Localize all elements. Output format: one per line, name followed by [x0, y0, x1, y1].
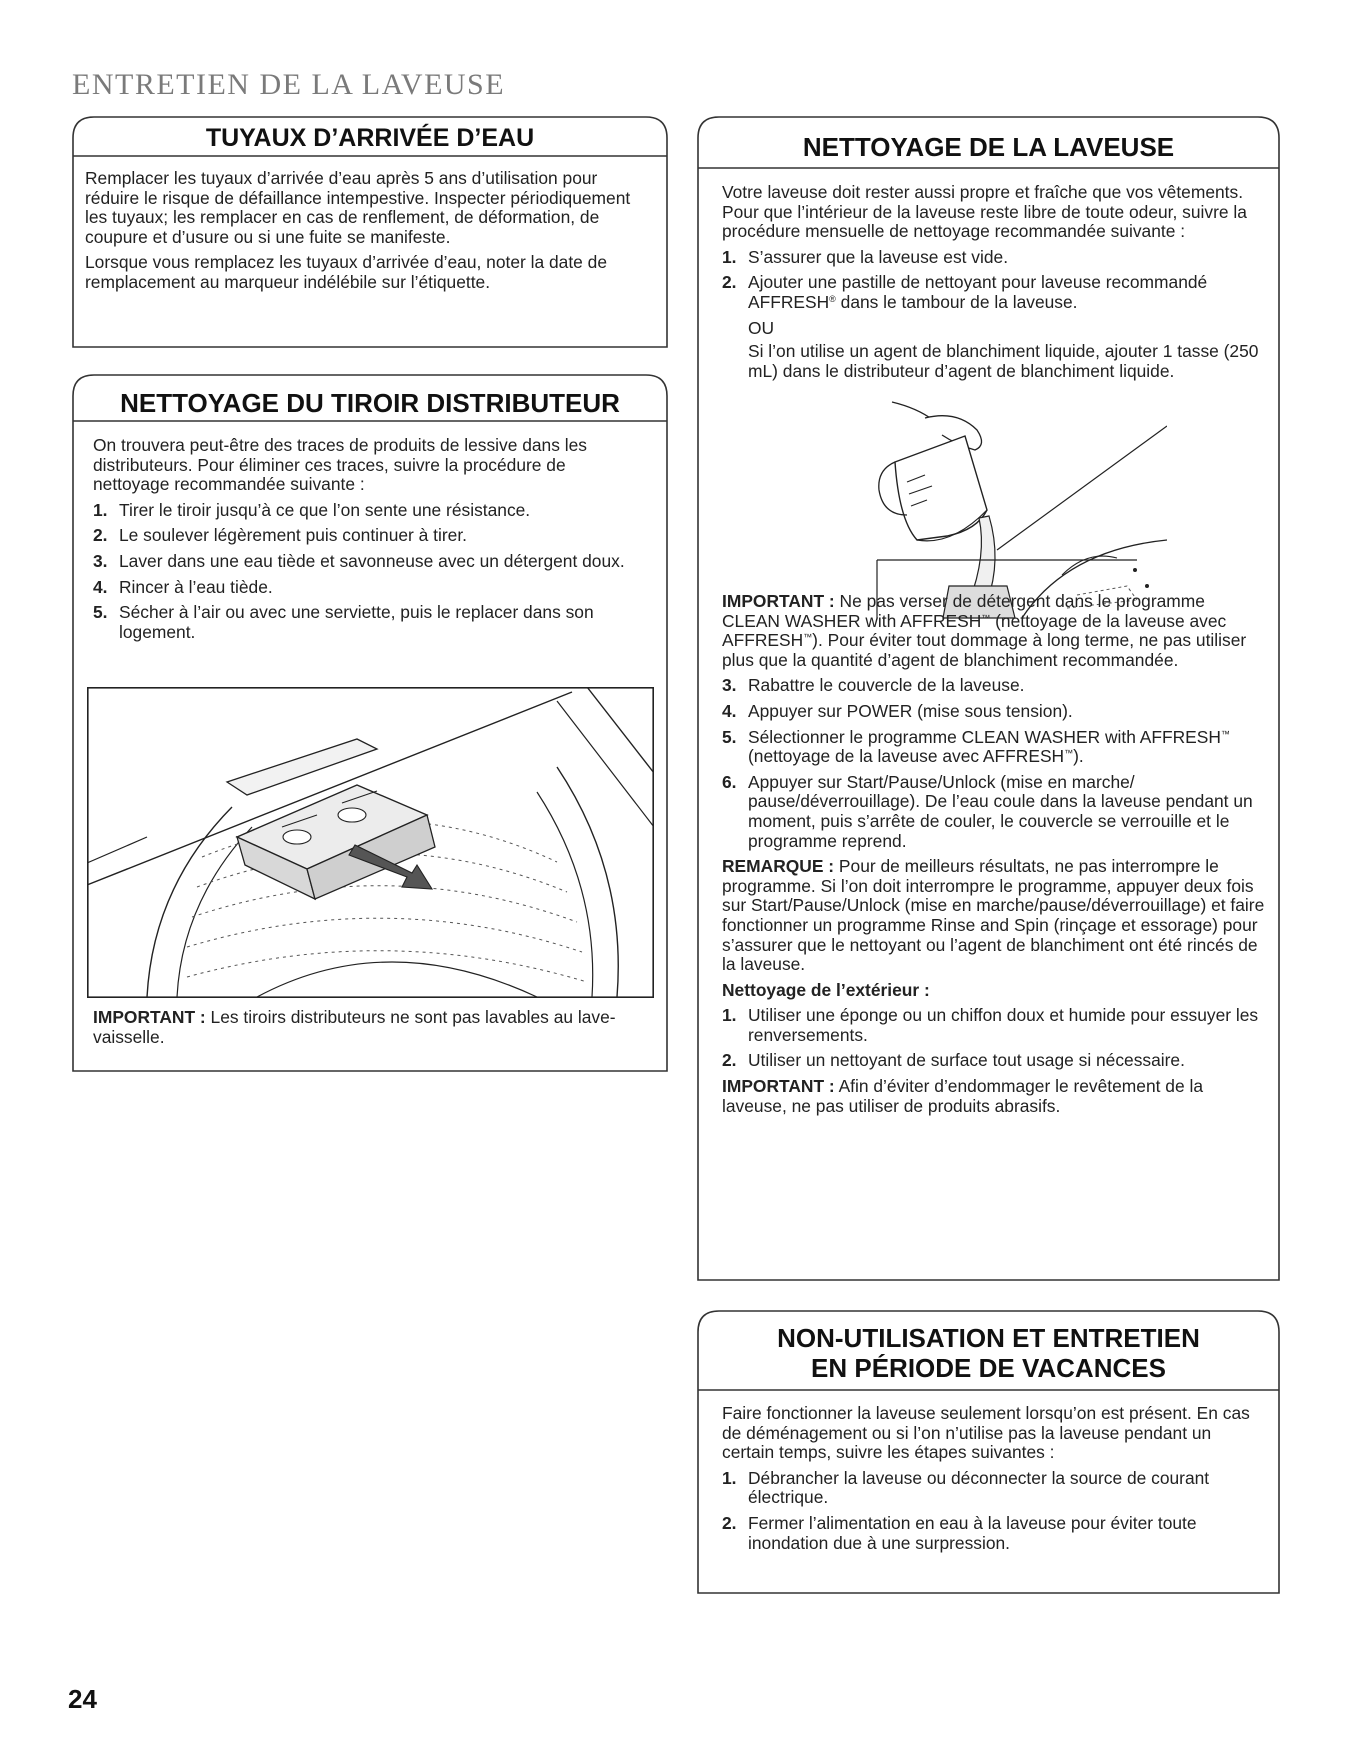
step-number: 6. [722, 771, 737, 792]
step-text: Utiliser une éponge ou un chiffon doux et humide pour essuyer les renversements. [748, 1005, 1259, 1045]
step-text: Rincer à l’eau tiède. [119, 576, 273, 597]
panel-tuyaux [72, 116, 668, 348]
steps-list [722, 1006, 1266, 1071]
list-item [722, 1469, 1266, 1508]
bleach-instruction: Si l’on utilise un agent de blanchiment liquide, ajouter 1 tasse (250 mL) dans le distributeur d’agent de blanchiment liquide. [748, 341, 1259, 381]
trademark: ™ [1064, 748, 1074, 759]
list-item [722, 773, 1266, 851]
step-number: 5. [93, 602, 108, 623]
panel-nettoyage-laveuse [697, 116, 1280, 1281]
page-title: ENTRETIEN DE LA LAVEUSE [72, 68, 506, 101]
steps-list [722, 1469, 1266, 1553]
remarque-note [722, 857, 1266, 975]
step-text: Le soulever légèrement puis continuer à tirer. [119, 525, 468, 546]
important-note [93, 1008, 638, 1047]
step-text: Appuyer sur POWER (mise sous tension). [748, 700, 1073, 721]
registered-mark: ® [829, 293, 836, 304]
step-number: 4. [93, 576, 108, 597]
trademark: ™ [803, 632, 813, 643]
important-note [722, 592, 1266, 670]
panel-title: NETTOYAGE DE LA LAVEUSE [802, 132, 1175, 162]
list-item [722, 273, 1266, 312]
list-item [722, 676, 1266, 696]
step-number: 2. [722, 272, 737, 293]
list-item [93, 578, 638, 598]
panel-title: TUYAUX D’ARRIVÉE D’EAU [205, 124, 535, 152]
list-item [93, 603, 638, 642]
dispenser-drawer-illustration [87, 687, 654, 998]
page-number: 24 [68, 1684, 97, 1714]
important-text: Les tiroirs distributeurs ne sont pas lavables au lave-vaisselle. [93, 1007, 616, 1047]
step-text: Laver dans une eau tiède et savonneuse avec un détergent doux. [119, 550, 625, 571]
step-number: 1. [722, 246, 737, 267]
important-label: IMPORTANT : [722, 591, 835, 611]
list-item [722, 1051, 1266, 1071]
step-text: S’assurer que la laveuse est vide. [748, 246, 1009, 267]
trademark: ™ [981, 612, 991, 623]
step-number: 3. [93, 550, 108, 571]
important-label: IMPORTANT : [722, 1076, 835, 1097]
important-label: IMPORTANT : [93, 1007, 206, 1027]
step-text: Sécher à l’air ou avec une serviette, puis le replacer dans son logement. [119, 602, 594, 642]
step-number: 2. [93, 525, 108, 546]
list-item [722, 1006, 1266, 1045]
step-number: 1. [722, 1005, 737, 1026]
step-number: 3. [722, 675, 737, 696]
panel-title: EN PÉRIODE DE VACANCES [811, 1353, 1166, 1383]
step-text: dans le tambour de la laveuse. [835, 291, 1078, 312]
trademark: ™ [1220, 728, 1230, 739]
step-number: 1. [722, 1467, 737, 1488]
step-text: Sélectionner le programme CLEAN WASHER with AFFRESH [748, 726, 1221, 747]
paragraph: Lorsque vous remplacez les tuyaux d’arrivée d’eau, noter la date de remplacement au marqueur indélébile sur l’étiquette. [85, 252, 608, 292]
remarque-label: REMARQUE : [722, 856, 835, 877]
steps-list [93, 501, 638, 643]
step-number: 1. [93, 499, 108, 520]
step-number: 2. [722, 1050, 737, 1071]
list-item [722, 728, 1266, 767]
important-text: Ne pas verser de détergent dans le programme CLEAN WASHER with AFFRESH [722, 591, 1205, 631]
step-text: Rabattre le couvercle de la laveuse. [748, 675, 1025, 696]
panel-title: NETTOYAGE DU TIROIR DISTRIBUTEUR [120, 388, 620, 418]
important-text: (nettoyage de la laveuse avec AFFRESH [722, 610, 1227, 651]
paragraph: On trouvera peut-être des traces de produits de lessive dans les distributeurs. Pour éliminer ces traces, suivre la procédure de nettoyage recommandée suivante : [93, 435, 587, 495]
panel-tiroir [72, 374, 668, 1072]
step-number: 5. [722, 726, 737, 747]
important-text: Afin d’éviter d’endommager le revêtement de la laveuse, ne pas utiliser de produits abrasifs. [722, 1076, 1204, 1116]
step-number: 2. [722, 1512, 737, 1533]
list-item [93, 501, 638, 521]
important-note [722, 1077, 1266, 1116]
exterior-heading: Nettoyage de l’extérieur : [722, 979, 930, 1000]
pour-bleach-illustration [837, 390, 1167, 620]
or-separator: OU [748, 317, 775, 338]
steps-list [722, 676, 1266, 851]
paragraph: Remplacer les tuyaux d’arrivée d’eau après 5 ans d’utilisation pour réduire le risque de défaillance intempestive. Inspecter périodiquement les tuyaux; les remplacer en cas de renflement, de déformation, de coupure et d’usure ou si une fuite se manifeste. [85, 168, 631, 247]
panel-vacances [697, 1310, 1280, 1594]
step-text: Appuyer sur Start/Pause/Unlock (mise en marche/ pause/déverrouillage). De l’eau coule dans la laveuse pendant un moment, puis s’arrête de couler, le couvercle se verrouille et le programme reprend. [748, 771, 1253, 851]
step-text: Tirer le tiroir jusqu’à ce que l’on sente une résistance. [119, 499, 531, 520]
list-item [722, 1514, 1266, 1553]
panel-title: NON-UTILISATION ET ENTRETIEN [777, 1323, 1200, 1353]
step-text: Fermer l’alimentation en eau à la laveuse pour éviter toute inondation due à une surpression. [748, 1512, 1197, 1553]
list-item [93, 526, 638, 546]
step-text: (nettoyage de la laveuse avec AFFRESH [748, 746, 1065, 767]
list-item [722, 248, 1266, 268]
step-text: Débrancher la laveuse ou déconnecter la source de courant électrique. [748, 1467, 1210, 1508]
step-text: Utiliser un nettoyant de surface tout usage si nécessaire. [748, 1050, 1185, 1071]
remarque-text: Pour de meilleurs résultats, ne pas interrompre le programme. Si l’on doit interrompre le programme, appuyer deux fois sur Start/Pause/Unlock (mise en marche/pause/déverrouillage) et faire fonctionner un programme Rinse and Spin (rinçage et essorage) pour s’assurer que le nettoyant ou l’agent de blanchiment ont été rincés de la laveuse. [722, 856, 1265, 975]
step-number: 4. [722, 700, 737, 721]
steps-list [722, 248, 1266, 313]
list-item [722, 702, 1266, 722]
important-text: ). Pour éviter tout dommage à long terme, ne pas utiliser plus que la quantité d’agent de blanchiment recommandée. [722, 630, 1247, 670]
paragraph: Faire fonctionner la laveuse seulement lorsqu’on est présent. En cas de déménagement ou si l’on n’utilise pas la laveuse pendant un certain temps, suivre les étapes suivantes : [722, 1403, 1250, 1463]
paragraph: Votre laveuse doit rester aussi propre et fraîche que vos vêtements. Pour que l’intérieur de la laveuse reste libre de toute odeur, suivre la procédure mensuelle de nettoyage recommandée suivante : [722, 182, 1247, 242]
list-item [93, 552, 638, 572]
step-text: ). [1073, 746, 1084, 767]
step-text: Ajouter une pastille de nettoyant pour laveuse recommandé AFFRESH [748, 272, 1208, 312]
